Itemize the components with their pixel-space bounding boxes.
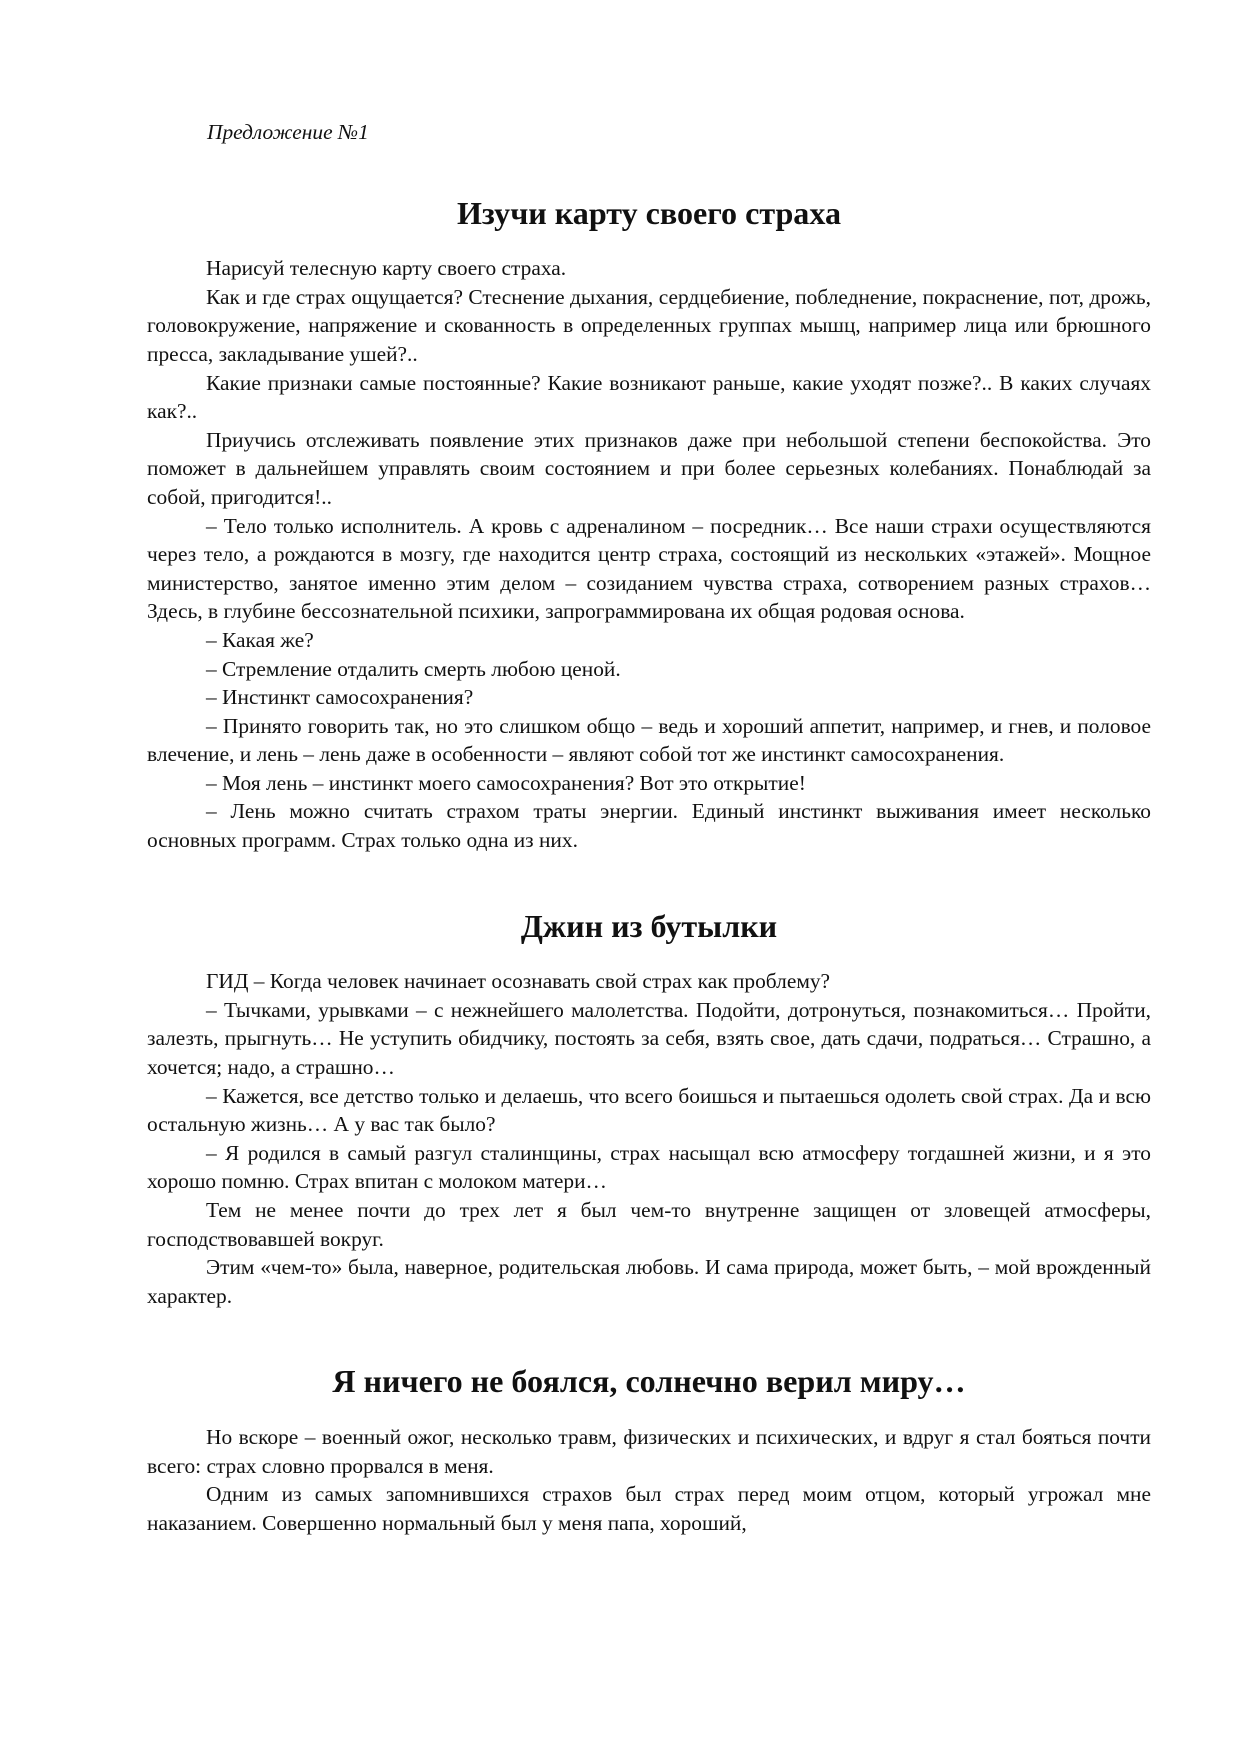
document-subtitle: Предложение №1: [207, 120, 369, 144]
paragraph: – Лень можно считать страхом траты энергии. Единый инстинкт выживания имеет несколько основных программ. Страх только одна из них.: [147, 799, 1151, 853]
paragraph: Но вскоре – военный ожог, несколько травм, физических и психических, и вдруг я стал бояться почти всего: страх словно прорвался в меня.: [147, 1424, 1151, 1478]
section-heading: Джин из бутылки: [520, 907, 778, 944]
section-heading: Я ничего не боялся, солнечно верил миру…: [332, 1363, 966, 1400]
paragraph: Этим «чем-то» была, наверное, родительская любовь. И сама природа, может быть, – мой врожденный характер.: [147, 1255, 1151, 1308]
paragraph: Как и где страх ощущается? Стеснение дыхания, сердцебиение, побледнение, покраснение, пот, дрожь, головокружение, напряжение и скованность в определенных группах мышц, например лица или брюшного пресса, закладывание ушей?..: [147, 284, 1151, 366]
paragraph: ГИД – Когда человек начинает осознавать свой страх как проблему?: [206, 969, 831, 994]
section-body-fear-map: [147, 194, 1151, 855]
paragraph: – Принято говорить так, но это слишком общо – ведь и хороший аппетит, например, и гнев, и половое влечение, и лень – лень даже в особенности – являют собой тот же инстинкт самосохранения.: [147, 713, 1151, 767]
paragraph: Какие признаки самые постоянные? Какие возникают раньше, какие уходят позже?.. В каких случаях как?..: [147, 370, 1151, 424]
paragraph: – Какая же?: [206, 627, 314, 652]
paragraph: – Тычками, урывками – с нежнейшего малолетства. Подойти, дотронуться, познакомиться… Пройти, залезть, прыгнуть… Не уступить обидчику, постоять за себя, взять свое, дать сдачи, подраться… Страшно, а хочется; надо, а страшно…: [147, 997, 1151, 1080]
paragraph: – Я родился в самый разгул сталинщины, страх насыщал всю атмосферу тогдашней жизни, и я это хорошо помню. Страх впитан с молоком матери…: [147, 1140, 1151, 1194]
paragraph: Тем не менее почти до трех лет я был чем-то внутренне защищен от зловещей атмосферы, господствовавшей вокруг.: [147, 1198, 1151, 1251]
paragraph: – Инстинкт самосохранения?: [206, 685, 474, 710]
paragraph: – Моя лень – инстинкт моего самосохранения? Вот это открытие!: [206, 770, 806, 795]
paragraph: Одним из самых запомнившихся страхов был страх перед моим отцом, который угрожал мне наказанием. Совершенно нормальный был у меня папа, хороший,: [147, 1482, 1151, 1535]
paragraph: – Кажется, все детство только и делаешь, что всего боишься и пытаешься одолеть свой страх. Да и всю остальную жизнь… А у вас так было?: [147, 1083, 1151, 1137]
document-page: [147, 118, 1151, 1537]
paragraph: Нарисуй телесную карту своего страха.: [206, 256, 567, 281]
paragraph: Приучись отслеживать появление этих признаков даже при небольшой степени беспокойства. Это поможет в дальнейшем управлять своим состоянием и при более серьезных колебаниях. Понаблюдай за собой, пригодится!..: [147, 427, 1151, 509]
section-genie-from-bottle: [147, 907, 1151, 1311]
paragraph: – Тело только исполнитель. А кровь с адреналином – посредник… Все наши страхи осуществляются через тело, а рождаются в мозгу, где находится центр страха, состоящий из нескольких «этажей». Мощное министерство, занятое именно этим делом – созиданием чувства страха, сотворением разных страхов… Здесь, в глубине бессознательной психики, запрограммирована их общая родовая основа.: [147, 513, 1151, 624]
section-feared-nothing: [147, 1363, 1151, 1537]
paragraph: – Стремление отдалить смерть любою ценой.: [206, 656, 621, 681]
section-heading: Изучи карту своего страха: [456, 194, 841, 231]
